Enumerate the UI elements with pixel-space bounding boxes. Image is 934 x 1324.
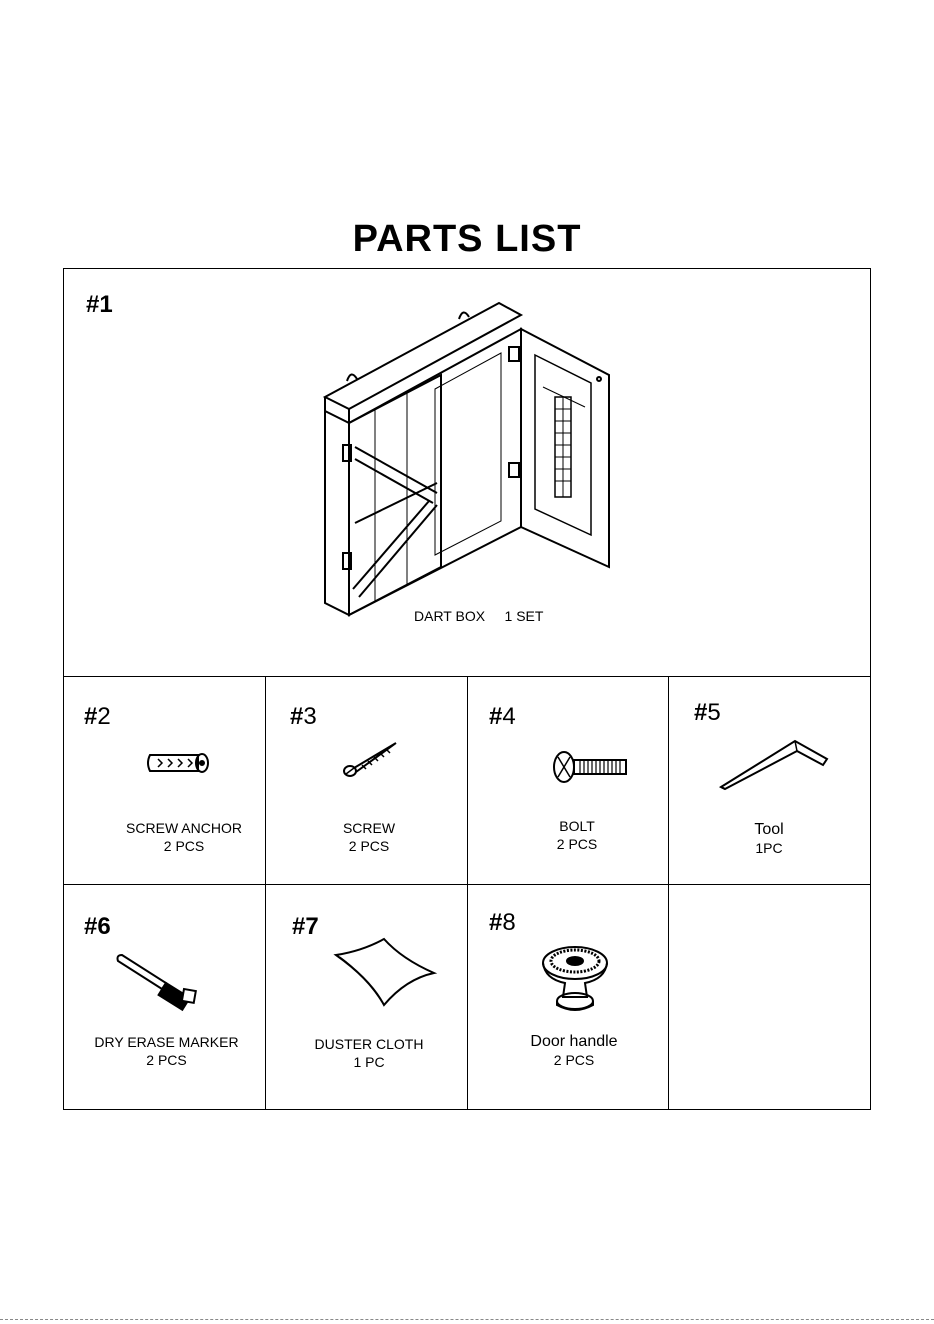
page-title: PARTS LIST [352,218,582,260]
part-caption-7: DUSTER CLOTH 1 PC [314,1036,424,1070]
dart-box-icon [319,297,619,617]
part-number-1: #1 [86,291,113,318]
page-edge [0,1319,934,1320]
part-caption-4: BOLT 2 PCS [556,818,598,852]
parts-table [63,268,871,1110]
part-number-8: #8 [489,909,516,936]
screw-anchor-icon [146,751,212,775]
part-caption-1: DART BOX 1 SET [414,608,544,624]
screw-icon [342,741,400,783]
part-caption-6: DRY ERASE MARKER 2 PCS [94,1034,239,1068]
knob-icon [539,943,611,1015]
marker-icon [116,953,202,1005]
column-divider [668,676,669,1110]
part-caption-5: Tool 1PC [754,821,784,856]
part-number-3: #3 [290,703,317,730]
part-number-7: #7 [292,913,319,940]
part-caption-2: SCREW ANCHOR 2 PCS [126,820,242,854]
column-divider [265,676,266,1110]
column-divider [467,676,468,1110]
part-caption-3: SCREW 2 PCS [342,820,396,854]
part-number-6: #6 [84,913,111,940]
part-caption-8: Door handle 2 PCS [530,1033,618,1068]
part-number-4: #4 [489,703,516,730]
bolt-icon [550,749,630,785]
part-number-2: #2 [84,703,111,730]
part-number-5: #5 [694,699,721,726]
cloth-icon [332,937,438,1009]
allen-key-icon [719,737,831,791]
